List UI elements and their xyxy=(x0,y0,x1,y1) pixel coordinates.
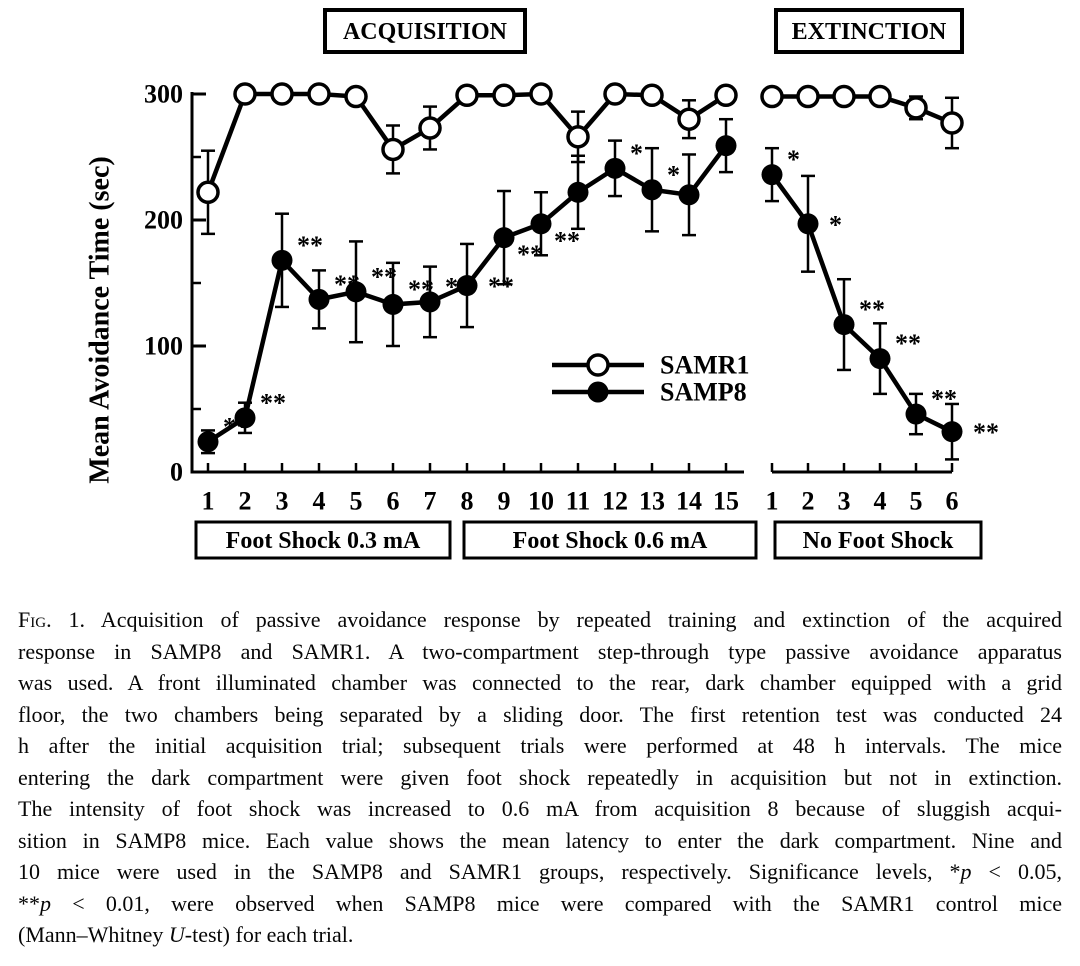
caption-line: was used. A front illuminated chamber was connected to the rear, dark chamber equipped with a grid xyxy=(18,670,1062,695)
data-point-open xyxy=(906,98,926,118)
panel-acquisition xyxy=(192,10,756,558)
data-point-filled xyxy=(531,213,552,234)
data-point-open xyxy=(942,113,962,133)
data-point-open xyxy=(642,85,662,105)
data-point-filled xyxy=(834,314,855,335)
data-point-open xyxy=(531,84,551,104)
significance-marker: ** xyxy=(371,262,397,292)
data-point-filled xyxy=(383,294,404,315)
y-axis-title: Mean Avoidance Time (sec) xyxy=(84,156,116,484)
caption-line: entering the dark compartment were given foot shock repeatedly in acquisition but not in extinction. xyxy=(18,764,1062,790)
x-tick-label: 3 xyxy=(275,486,289,516)
data-point-open xyxy=(383,139,403,159)
x-tick-label: 5 xyxy=(909,486,923,516)
data-point-open xyxy=(198,182,218,202)
data-point-open xyxy=(309,84,329,104)
x-tick-label: 6 xyxy=(945,486,959,516)
x-tick-label: 9 xyxy=(497,486,511,516)
data-point-open xyxy=(568,127,588,147)
data-point-filled xyxy=(494,227,515,248)
data-point-filled xyxy=(198,431,219,452)
y-axis xyxy=(144,80,206,487)
significance-marker: * xyxy=(787,145,800,175)
significance-marker: ** xyxy=(859,295,885,325)
x-tick-label: 1 xyxy=(201,486,215,516)
data-point-open xyxy=(762,87,782,107)
caption-line: response in SAMP8 and SAMR1. A two-compartment step-through type passive avoidance apparatus xyxy=(18,638,1062,664)
significance-marker: ** xyxy=(973,418,999,448)
x-tick-label: 4 xyxy=(873,486,887,516)
data-point-open xyxy=(420,118,440,138)
y-tick-label: 200 xyxy=(144,205,183,235)
x-tick-label: 2 xyxy=(801,486,815,516)
significance-marker: ** xyxy=(408,274,434,304)
phase-label: No Foot Shock xyxy=(802,528,954,554)
data-point-filled xyxy=(906,404,927,425)
significance-marker: * xyxy=(829,210,842,240)
data-point-filled xyxy=(870,348,891,369)
y-tick-label: 100 xyxy=(144,331,183,361)
x-tick-label: 4 xyxy=(312,486,326,516)
data-point-open xyxy=(834,87,854,107)
legend-label: SAMR1 xyxy=(660,350,750,380)
data-point-filled xyxy=(716,135,737,156)
significance-marker: ** xyxy=(488,272,514,302)
x-tick-label: 15 xyxy=(713,486,739,516)
data-point-filled xyxy=(309,289,330,310)
figure-caption xyxy=(18,604,1062,951)
legend-marker-open xyxy=(588,355,608,375)
phase-label: Foot Shock 0.6 mA xyxy=(512,528,708,554)
significance-marker: ** xyxy=(334,269,360,299)
caption-line: 10 mice were used in the SAMP8 and SAMR1 groups, respectively. Significance levels, *p < 0.05, xyxy=(18,859,1062,884)
series-line-samr1 xyxy=(208,94,726,192)
significance-marker: * xyxy=(667,160,680,190)
data-point-open xyxy=(679,109,699,129)
series-samp8 xyxy=(198,119,737,453)
x-tick-label: 11 xyxy=(565,486,591,516)
data-point-filled xyxy=(942,421,963,442)
significance-marker: ** xyxy=(223,412,249,442)
caption-line: (Mann–Whitney U-test) for each trial. xyxy=(18,922,354,947)
x-tick-label: 14 xyxy=(676,486,702,516)
x-tick-label: 1 xyxy=(765,486,779,516)
data-point-filled xyxy=(798,213,819,234)
data-point-open xyxy=(346,87,366,107)
significance-marker: ** xyxy=(297,230,323,260)
data-point-filled xyxy=(568,182,589,203)
figure-label: Fig. 1. xyxy=(18,607,86,632)
panel-title: EXTINCTION xyxy=(791,19,947,45)
significance-marker: ** xyxy=(517,240,543,270)
x-tick-label: 10 xyxy=(528,486,554,516)
x-tick-label: 8 xyxy=(460,486,474,516)
series-samr1 xyxy=(762,87,962,149)
x-tick-label: 2 xyxy=(238,486,252,516)
data-point-open xyxy=(716,85,736,105)
y-tick-label: 0 xyxy=(170,457,183,487)
caption-line: Fig. 1. Acquisition of passive avoidance response by repeated training and extinction of the acquired xyxy=(18,607,1062,632)
panel-extinction xyxy=(762,10,1000,558)
phase-label: Foot Shock 0.3 mA xyxy=(225,528,421,554)
caption-line: sition in SAMP8 mice. Each value shows the mean latency to enter the dark compartment. Nine and xyxy=(18,827,1062,853)
data-point-open xyxy=(605,84,625,104)
x-tick-label: 5 xyxy=(349,486,363,516)
data-point-open xyxy=(494,85,514,105)
caption-line: The intensity of foot shock was increased to 0.6 mA from acquisition 8 because of sluggish acqui- xyxy=(18,796,1062,821)
data-point-open xyxy=(798,87,818,107)
data-point-filled xyxy=(642,179,663,200)
data-point-filled xyxy=(762,164,783,185)
series-samr1 xyxy=(198,84,736,234)
significance-marker: ** xyxy=(895,329,921,359)
significance-marker: ** xyxy=(931,384,957,414)
x-tick-label: 3 xyxy=(837,486,851,516)
caption-line: h after the initial acquisition trial; subsequent trials were performed at 48 h intervals. The mice xyxy=(18,733,1062,758)
series-samp8 xyxy=(762,145,1000,459)
x-tick-label: 13 xyxy=(639,486,665,516)
significance-marker: * xyxy=(630,138,643,168)
significance-marker: ** xyxy=(554,226,580,256)
data-point-open xyxy=(235,84,255,104)
legend-marker-filled xyxy=(588,382,609,403)
significance-marker: ** xyxy=(445,272,471,302)
x-tick-label: 6 xyxy=(386,486,400,516)
caption-line: floor, the two chambers being separated by a sliding door. The first retention test was conducted 24 xyxy=(18,701,1062,727)
panel-title: ACQUISITION xyxy=(342,19,508,45)
x-tick-label: 7 xyxy=(423,486,437,516)
data-point-open xyxy=(272,84,292,104)
y-tick-label: 300 xyxy=(144,79,183,109)
data-point-open xyxy=(457,85,477,105)
legend xyxy=(552,351,750,407)
caption-line: **p < 0.01, were observed when SAMP8 mice were compared with the SAMR1 control mice xyxy=(18,890,1062,916)
data-point-open xyxy=(870,87,890,107)
data-point-filled xyxy=(605,158,626,179)
x-tick-label: 12 xyxy=(602,486,628,516)
data-point-filled xyxy=(679,184,700,205)
data-point-filled xyxy=(272,250,293,271)
legend-label: SAMP8 xyxy=(660,377,747,407)
significance-marker: ** xyxy=(260,388,286,418)
